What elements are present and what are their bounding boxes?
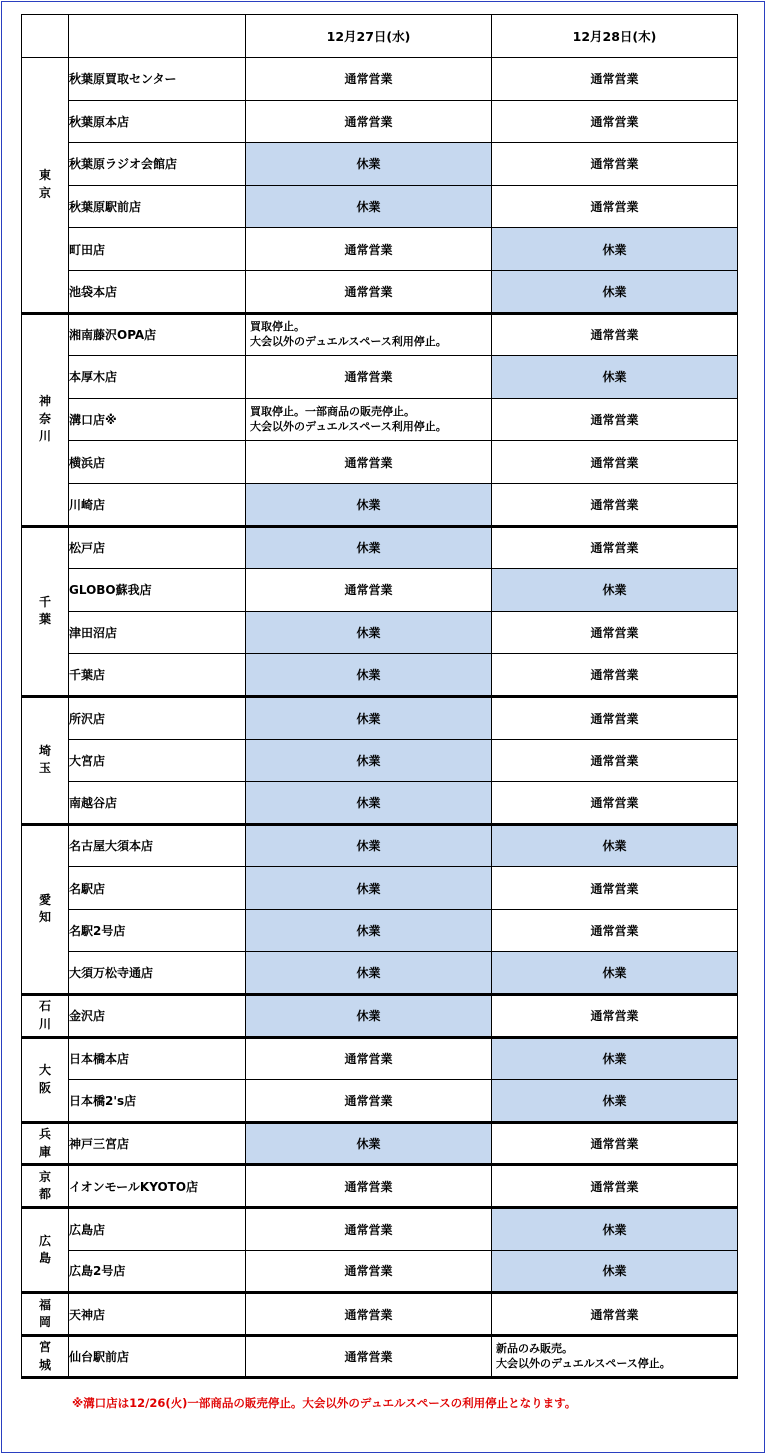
prefecture-label: 石 川: [38, 999, 51, 1031]
status-cell-day2: 休業: [492, 270, 738, 313]
prefecture-label: 埼 玉: [38, 743, 51, 776]
store-name: 名古屋大須本店: [69, 824, 246, 867]
status-cell-day2: 休業: [492, 952, 738, 995]
table-row: [22, 1080, 738, 1123]
status-cell-day2: 通常営業: [492, 611, 738, 654]
table-row: [22, 356, 738, 399]
prefecture-cell: [22, 1293, 69, 1336]
store-name: 秋葉原本店: [69, 100, 246, 143]
store-name: 秋葉原買取センター: [69, 58, 246, 101]
table-row: [22, 526, 738, 569]
store-name: 天神店: [69, 1293, 246, 1336]
store-name: 金沢店: [69, 995, 246, 1038]
status-cell-day2: 通常営業: [492, 143, 738, 186]
status-cell-day1: 通常営業: [246, 1335, 492, 1378]
prefecture-cell: [22, 696, 69, 824]
prefecture-cell: [22, 1037, 69, 1122]
store-header-cell: [69, 15, 246, 58]
table-row: [22, 1122, 738, 1165]
store-name: 秋葉原駅前店: [69, 185, 246, 228]
status-cell-day1: 休業: [246, 995, 492, 1038]
status-cell-day2: 通常営業: [492, 909, 738, 952]
status-cell-day1: 通常営業: [246, 1293, 492, 1336]
prefecture-label: 京 都: [38, 1169, 51, 1202]
table-row: [22, 824, 738, 867]
date1-header: 12月27日(水): [246, 15, 492, 58]
status-cell-day2: 通常営業: [492, 1293, 738, 1336]
status-cell-day1: 休業: [246, 909, 492, 952]
status-cell-day1: 休業: [246, 696, 492, 739]
store-name: GLOBO蘇我店: [69, 569, 246, 612]
schedule-body: [22, 58, 738, 1378]
prefecture-label: 宮 城: [38, 1340, 51, 1372]
store-name: 池袋本店: [69, 270, 246, 313]
prefecture-label: 福 岡: [38, 1297, 51, 1330]
status-cell-day2: 通常営業: [492, 185, 738, 228]
store-name: 大宮店: [69, 739, 246, 782]
status-cell-day1: 通常営業: [246, 228, 492, 271]
status-cell-day1: 休業: [246, 867, 492, 910]
status-cell-day2: 通常営業: [492, 867, 738, 910]
table-row: [22, 1165, 738, 1208]
store-name: 町田店: [69, 228, 246, 271]
status-cell-day1: 通常営業: [246, 58, 492, 101]
status-cell-day1: 通常営業: [246, 1037, 492, 1080]
table-row: [22, 100, 738, 143]
store-name: 神戸三宮店: [69, 1122, 246, 1165]
status-cell-day2: 通常営業: [492, 782, 738, 825]
status-cell-day2: 休業: [492, 356, 738, 399]
header-row: [22, 15, 738, 58]
prefecture-cell: [22, 1335, 69, 1378]
status-cell-day1: 休業: [246, 654, 492, 697]
status-cell-day2: 休業: [492, 1080, 738, 1123]
status-cell-day1: 休業: [246, 952, 492, 995]
status-cell-day2: 通常営業: [492, 398, 738, 441]
store-name: 秋葉原ラジオ会館店: [69, 143, 246, 186]
status-cell-day1: 通常営業: [246, 441, 492, 484]
status-cell-day2: 通常営業: [492, 526, 738, 569]
status-cell-day2: 休業: [492, 569, 738, 612]
prefecture-cell: [22, 526, 69, 696]
status-cell-day1: 通常営業: [246, 1250, 492, 1293]
status-cell-day1: 休業: [246, 526, 492, 569]
prefecture-cell: [22, 313, 69, 526]
prefecture-label: 神 奈 川: [38, 394, 51, 444]
table-row: [22, 654, 738, 697]
status-cell-day2: 通常営業: [492, 739, 738, 782]
table-row: [22, 867, 738, 910]
status-cell-day2: 休業: [492, 824, 738, 867]
status-cell-day1: 通常営業: [246, 1165, 492, 1208]
store-name: 広島2号店: [69, 1250, 246, 1293]
prefecture-label: 愛 知: [38, 892, 51, 925]
status-cell-day2: 通常営業: [492, 483, 738, 526]
status-cell-day1: 休業: [246, 185, 492, 228]
table-row: [22, 739, 738, 782]
footnote: ※溝口店は12/26(火)一部商品の販売停止。大会以外のデュエルスペースの利用停止となります。: [72, 1396, 577, 1410]
store-name: 松戸店: [69, 526, 246, 569]
store-name: 津田沼店: [69, 611, 246, 654]
status-cell-day1: 休業: [246, 782, 492, 825]
store-name: 名駅店: [69, 867, 246, 910]
table-row: [22, 1208, 738, 1251]
store-name: 名駅2号店: [69, 909, 246, 952]
prefecture-cell: [22, 1208, 69, 1293]
table-row: [22, 909, 738, 952]
store-name: 溝口店※: [69, 398, 246, 441]
prefecture-cell: [22, 1165, 69, 1208]
status-cell-day2: 新品のみ販売。 大会以外のデュエルスペース停止。: [492, 1335, 738, 1378]
table-row: [22, 696, 738, 739]
table-row: [22, 1250, 738, 1293]
prefecture-label: 大 阪: [38, 1063, 51, 1095]
status-cell-day1: 買取停止。一部商品の販売停止。 大会以外のデュエルスペース利用停止。: [246, 398, 492, 441]
status-cell-day2: 通常営業: [492, 995, 738, 1038]
prefecture-cell: [22, 1122, 69, 1165]
status-cell-day1: 通常営業: [246, 270, 492, 313]
corner-cell: [22, 15, 69, 58]
status-cell-day1: 休業: [246, 1122, 492, 1165]
store-name: 広島店: [69, 1208, 246, 1251]
status-cell-day1: 買取停止。 大会以外のデュエルスペース利用停止。: [246, 313, 492, 356]
prefecture-label: 広 島: [38, 1233, 51, 1266]
status-cell-day2: 休業: [492, 228, 738, 271]
store-name: 南越谷店: [69, 782, 246, 825]
status-cell-day2: 通常営業: [492, 313, 738, 356]
status-cell-day1: 休業: [246, 739, 492, 782]
status-cell-day1: 通常営業: [246, 100, 492, 143]
table-row: [22, 58, 738, 101]
table-row: [22, 952, 738, 995]
status-cell-day1: 休業: [246, 611, 492, 654]
table-row: [22, 313, 738, 356]
date2-header: 12月28日(木): [492, 15, 738, 58]
prefecture-cell: [22, 995, 69, 1038]
store-name: 湘南藤沢OPA店: [69, 313, 246, 356]
status-cell-day1: 休業: [246, 824, 492, 867]
status-cell-day1: 通常営業: [246, 569, 492, 612]
status-cell-day2: 通常営業: [492, 58, 738, 101]
schedule-table: [21, 14, 738, 1379]
table-row: [22, 398, 738, 441]
store-name: 本厚木店: [69, 356, 246, 399]
store-name: 日本橋2's店: [69, 1080, 246, 1123]
status-cell-day2: 通常営業: [492, 654, 738, 697]
store-name: 大須万松寺通店: [69, 952, 246, 995]
store-name: 所沢店: [69, 696, 246, 739]
status-cell-day2: 休業: [492, 1250, 738, 1293]
store-name: 日本橋本店: [69, 1037, 246, 1080]
store-name: 仙台駅前店: [69, 1335, 246, 1378]
table-row: [22, 611, 738, 654]
status-cell-day2: 休業: [492, 1037, 738, 1080]
prefecture-cell: [22, 58, 69, 314]
store-name: 横浜店: [69, 441, 246, 484]
table-row: [22, 441, 738, 484]
status-cell-day2: 休業: [492, 1208, 738, 1251]
prefecture-label: 東 京: [38, 168, 51, 200]
store-name: 千葉店: [69, 654, 246, 697]
table-row: [22, 569, 738, 612]
table-row: [22, 782, 738, 825]
prefecture-cell: [22, 824, 69, 994]
store-name: 川崎店: [69, 483, 246, 526]
status-cell-day2: 通常営業: [492, 441, 738, 484]
prefecture-label: 兵 庫: [38, 1127, 51, 1159]
status-cell-day2: 通常営業: [492, 1122, 738, 1165]
status-cell-day1: 休業: [246, 143, 492, 186]
status-cell-day1: 通常営業: [246, 1080, 492, 1123]
status-cell-day1: 休業: [246, 483, 492, 526]
table-row: [22, 483, 738, 526]
status-cell-day2: 通常営業: [492, 1165, 738, 1208]
table-row: [22, 995, 738, 1038]
prefecture-label: 千 葉: [38, 594, 51, 627]
table-row: [22, 1037, 738, 1080]
status-cell-day1: 通常営業: [246, 356, 492, 399]
table-row: [22, 228, 738, 271]
table-row: [22, 270, 738, 313]
table-row: [22, 185, 738, 228]
table-row: [22, 1293, 738, 1336]
status-cell-day2: 通常営業: [492, 696, 738, 739]
status-cell-day2: 通常営業: [492, 100, 738, 143]
store-name: イオンモールKYOTO店: [69, 1165, 246, 1208]
status-cell-day1: 通常営業: [246, 1208, 492, 1251]
table-row: [22, 1335, 738, 1378]
table-row: [22, 143, 738, 186]
